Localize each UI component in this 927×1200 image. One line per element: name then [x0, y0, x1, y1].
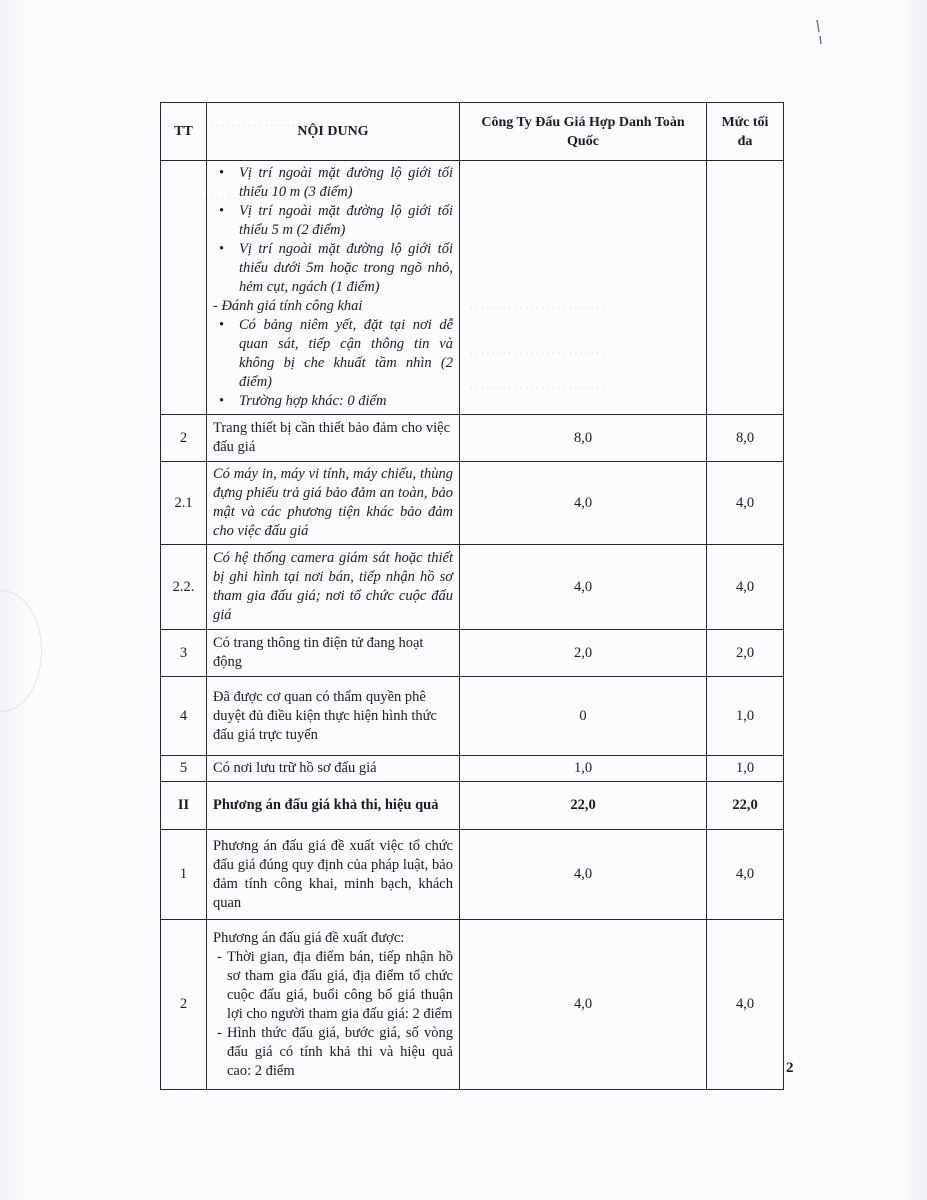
- dash-item: - Hình thức đấu giá, bước giá, số vòng đấu giá có tính khả thi và hiệu quả cao: 2 điểm: [227, 1024, 453, 1081]
- table-row: 2.1 Có máy in, máy vi tính, máy chiếu, thùng đựng phiếu trả giá bảo đảm an toàn, bảo mật và các phương tiện khác bảo đảm cho việc đấu giá 4,0 4,0: [161, 462, 784, 545]
- page-number: 2: [786, 1060, 794, 1076]
- continuation-content: [207, 161, 460, 415]
- table-row: 5 Có nơi lưu trữ hồ sơ đấu giá 1,0 1,0: [161, 756, 784, 782]
- table-row: 2 Phương án đấu giá đề xuất được: - Thời gian, địa điểm bán, tiếp nhận hồ sơ tham gia đấu giá, địa điểm tổ chức cuộc đấu giá, buổi công bố giá thuận lợi cho người tham gia đấu giá: 2 điểm - Hình thức đấu giá, bước giá, số vòng đấu giá có tính khả thi và hiệu quả cao: 2 điểm 4,0 4,0: [161, 920, 784, 1090]
- ink-mark: [814, 18, 824, 46]
- bullet-item: • Vị trí ngoài mặt đường lộ giới tối thiểu dưới 5m hoặc trong ngõ nhỏ, hẻm cụt, ngách (1 điểm): [239, 240, 453, 297]
- bleed-through-text: . . . . . . . . . .: [200, 190, 253, 202]
- section-subheading: - Đánh giá tính công khai: [213, 298, 363, 314]
- header-max-score: Mức tối đa: [707, 103, 784, 161]
- bullet-item: • Trường hợp khác: 0 điểm: [239, 392, 453, 411]
- table-row: 2 Trang thiết bị cần thiết bảo đảm cho việc đấu giá 8,0 8,0: [161, 415, 784, 462]
- bleed-through-text: . . . . . . . . . . . . . . . . . . . . . . . . .: [470, 380, 605, 392]
- header-tt: TT: [161, 103, 207, 161]
- dash-item: - Thời gian, địa điểm bán, tiếp nhận hồ sơ tham gia đấu giá, địa điểm tổ chức cuộc đấu giá, buổi công bố giá thuận lợi cho người tham gia đấu giá: 2 điểm: [227, 948, 453, 1024]
- table-row: 3 Có trang thông tin điện tử đang hoạt động 2,0 2,0: [161, 630, 784, 677]
- table-row: 2.2. Có hệ thống camera giám sát hoặc thiết bị ghi hình tại nơi bán, tiếp nhận hồ sơ tham gia đấu giá; nơi tổ chức cuộc đấu giá 4,0 4,0: [161, 545, 784, 630]
- table-row: 1 Phương án đấu giá đề xuất việc tổ chức đấu giá đúng quy định của pháp luật, bảo đảm tính công khai, minh bạch, khách quan 4,0 4,0: [161, 830, 784, 920]
- table-row: 4 Đã được cơ quan có thẩm quyền phê duyệt đủ điều kiện thực hiện hình thức đấu giá trực tuyến 0 1,0: [161, 677, 784, 756]
- header-company: Công Ty Đấu Giá Hợp Danh Toàn Quốc: [460, 103, 707, 161]
- table-row: [161, 161, 784, 415]
- row-intro: Phương án đấu giá đề xuất được:: [213, 929, 405, 946]
- bullet-item: • Vị trí ngoài mặt đường lộ giới tối thiểu 10 m (3 điểm): [239, 164, 453, 202]
- bullet-item: • Vị trí ngoài mặt đường lộ giới tối thiểu 5 m (2 điểm): [239, 202, 453, 240]
- bleed-through-text: . . . . . . . . . . . . . . . . . . . . . . . . .: [470, 345, 605, 357]
- bullet-item: • Có bảng niêm yết, đặt tại nơi dễ quan sát, tiếp cận thông tin và không bị che khuất tầm nhìn (2 điểm): [239, 316, 453, 392]
- header-noi-dung: NỘI DUNG: [207, 103, 460, 161]
- bleed-through-text: . . . . . . . . . . . . . . . . . . . . . . . . .: [470, 300, 605, 312]
- table-header-row: [161, 103, 784, 161]
- evaluation-table: [160, 102, 784, 1090]
- bleed-through-text: . . . . . . . . . . . . . . . . . . . . .: [210, 117, 323, 129]
- table-section-row: II Phương án đấu giá khả thi, hiệu quả 22,0 22,0: [161, 782, 784, 830]
